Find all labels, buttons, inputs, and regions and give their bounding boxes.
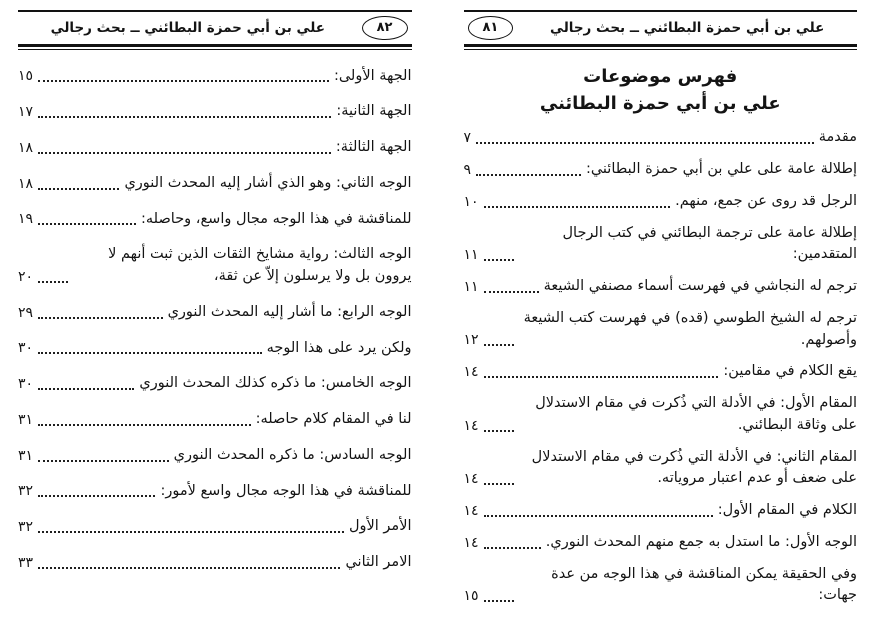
toc-entry <box>18 373 412 395</box>
toc-entry <box>18 516 412 538</box>
toc-entry <box>18 173 412 195</box>
dot-leader <box>38 152 331 154</box>
toc-entry-page: ٢٠ <box>18 268 34 285</box>
dot-leader <box>38 80 329 82</box>
dot-leader <box>38 460 169 462</box>
dot-leader <box>38 388 134 390</box>
toc-entry-text: الوجه الخامس: ما ذكره كذلك المحدث النوري <box>139 375 412 392</box>
toc-entry <box>464 500 858 522</box>
dot-leader <box>38 424 251 426</box>
toc-entry-text: المقام الثاني: في الأدلة التي ذُكرت في مقام الاستدلال على ضعف أو عدم اعتبار مروياته. <box>531 448 857 487</box>
toc-entry-page: ٧ <box>463 130 472 147</box>
toc-entry-page: ١١ <box>463 278 479 295</box>
toc-entry-text: إطلالة عامة على ترجمة البطائني في كتب الرجال المتقدمين: <box>562 224 857 263</box>
dot-leader <box>38 352 262 354</box>
toc-entry-text: ترجم له النجاشي في فهرست أسماء مصنفي الشيعة <box>543 278 857 295</box>
toc-entry <box>464 564 858 608</box>
toc-entry-page: ١٨ <box>18 139 34 156</box>
dot-leader <box>38 317 163 319</box>
toc-heading <box>464 63 858 119</box>
toc-entry-page: ١٩ <box>18 211 34 228</box>
toc-entry <box>18 409 412 431</box>
page-81-header <box>464 10 858 44</box>
toc-entry-text: الوجه الثالث: رواية مشايخ الثقات الذين ثبت أنهم لا يروون بل ولا يرسلون إلاّ عن ثقة، <box>108 246 412 285</box>
dot-leader <box>484 430 514 432</box>
toc-entry-text: إطلالة عامة على علي بن أبي حمزة البطائني: <box>585 161 857 178</box>
header-rule-thick <box>464 44 858 47</box>
toc-entry-page: ١٨ <box>18 175 34 192</box>
toc-entry-page: ٣٢ <box>18 483 34 500</box>
toc-heading-line1: فهرس موضوعات <box>583 65 738 87</box>
toc-entry-text: الأمر الأول <box>348 518 412 535</box>
dot-leader <box>484 206 671 208</box>
toc-entry-page: ١٤ <box>463 502 479 519</box>
toc-entry-page: ١٢ <box>463 332 479 349</box>
running-title: علي بن أبي حمزة البطائني ــ بحث رجالي <box>550 20 825 36</box>
toc-entry <box>18 445 412 467</box>
toc-entry <box>18 101 412 123</box>
toc-list-page-81 <box>464 127 858 607</box>
header-rule-thin <box>18 49 412 50</box>
toc-entry <box>464 191 858 213</box>
toc-list-page-82 <box>18 66 412 574</box>
toc-entry-text: الوجه الثاني: وهو الذي أشار إليه المحدث النوري <box>124 174 412 191</box>
toc-entry <box>18 244 412 288</box>
toc-entry-page: ١٥ <box>463 588 479 605</box>
dot-leader <box>38 223 136 225</box>
toc-entry <box>464 361 858 383</box>
toc-entry-text: الوجه الأول: ما استدل به جمع منهم المحدث النوري. <box>545 533 857 550</box>
dot-leader <box>38 567 340 569</box>
toc-entry-page: ٣٣ <box>18 554 34 571</box>
toc-heading-line2: علي بن أبي حمزة البطائني <box>539 93 781 115</box>
page-82-header <box>18 10 412 44</box>
toc-entry-page: ١١ <box>463 247 479 264</box>
dot-leader <box>484 515 713 517</box>
toc-entry <box>18 338 412 360</box>
toc-entry <box>464 127 858 149</box>
toc-entry-page: ٣٢ <box>18 519 34 536</box>
page-81 <box>438 0 875 639</box>
toc-entry-page: ١٤ <box>463 364 479 381</box>
toc-entry <box>18 552 412 574</box>
toc-entry-text: الوجه الرابع: ما أشار إليه المحدث النوري <box>167 303 412 320</box>
toc-entry <box>464 159 858 181</box>
toc-entry-text: الوجه السادس: ما ذكره المحدث النوري <box>173 446 412 463</box>
dot-leader <box>476 174 581 176</box>
dot-leader <box>38 281 68 283</box>
page-number-badge: ٨١ <box>468 16 514 40</box>
toc-entry-page: ١٤ <box>463 534 479 551</box>
toc-entry-text: ولكن يرد على هذا الوجه <box>266 339 412 356</box>
toc-entry-text: المقام الأول: في الأدلة التي ذُكرت في مقام الاستدلال على وثاقة البطائني. <box>535 395 857 433</box>
toc-entry <box>18 66 412 88</box>
page-number-badge: ٨٢ <box>362 16 408 40</box>
toc-entry-page: ٣١ <box>18 411 34 428</box>
toc-entry-text: للمناقشة في هذا الوجه مجال واسع، وحاصله: <box>141 210 412 227</box>
dot-leader <box>484 483 514 485</box>
toc-entry <box>18 302 412 324</box>
toc-entry-text: وفي الحقيقة يمكن المناقشة في هذا الوجه من عدة جهات: <box>551 565 857 604</box>
toc-entry-page: ٢٩ <box>18 304 34 321</box>
toc-entry-page: ٣٠ <box>18 340 34 357</box>
toc-entry-page: ١٤ <box>463 417 479 434</box>
toc-entry-text: الجهة الثانية: <box>336 103 412 120</box>
toc-entry <box>464 393 858 437</box>
toc-entry <box>18 137 412 159</box>
toc-entry-text: مقدمة <box>818 129 857 146</box>
toc-entry-text: الرجل قد روى عن جمع، منهم. <box>675 192 857 209</box>
toc-entry-page: ١٥ <box>18 68 34 85</box>
dot-leader <box>476 142 814 144</box>
dot-leader <box>484 376 719 378</box>
toc-entry <box>18 209 412 231</box>
toc-entry-text: يقع الكلام في مقامين: <box>723 363 857 380</box>
toc-entry <box>464 223 858 267</box>
toc-entry-page: ١٤ <box>463 471 479 488</box>
dot-leader <box>484 600 514 602</box>
toc-entry-page: ٣٠ <box>18 376 34 393</box>
dot-leader <box>38 495 155 497</box>
toc-entry <box>464 532 858 554</box>
dot-leader <box>38 531 344 533</box>
toc-entry <box>464 276 858 298</box>
dot-leader <box>484 344 514 346</box>
dot-leader <box>38 188 119 190</box>
dot-leader <box>484 547 541 549</box>
toc-entry-text: الجهة الأولى: <box>333 67 412 84</box>
toc-entry <box>464 308 858 352</box>
toc-entry-text: لنا في المقام كلام حاصله: <box>255 411 412 428</box>
toc-entry-text: الامر الثاني <box>345 554 412 571</box>
header-rule-thick <box>18 44 412 47</box>
toc-entry <box>464 447 858 491</box>
running-title: علي بن أبي حمزة البطائني ــ بحث رجالي <box>50 20 325 36</box>
toc-entry-text: للمناقشة في هذا الوجه مجال واسع لأمور: <box>160 482 412 499</box>
toc-entry-page: ٩ <box>463 161 472 178</box>
toc-entry-text: الكلام في المقام الأول: <box>717 502 857 519</box>
toc-entry <box>18 481 412 503</box>
dot-leader <box>484 259 514 261</box>
toc-entry-page: ٣١ <box>18 447 34 464</box>
toc-entry-page: ١٠ <box>463 193 479 210</box>
dot-leader <box>38 116 331 118</box>
header-rule-thin <box>464 49 858 50</box>
toc-entry-text: ترجم له الشيخ الطوسي (قده) في فهرست كتب الشيعة وأصولهم. <box>523 309 857 348</box>
toc-entry-page: ١٧ <box>18 104 34 121</box>
toc-entry-text: الجهة الثالثة: <box>335 139 412 156</box>
dot-leader <box>484 291 539 293</box>
